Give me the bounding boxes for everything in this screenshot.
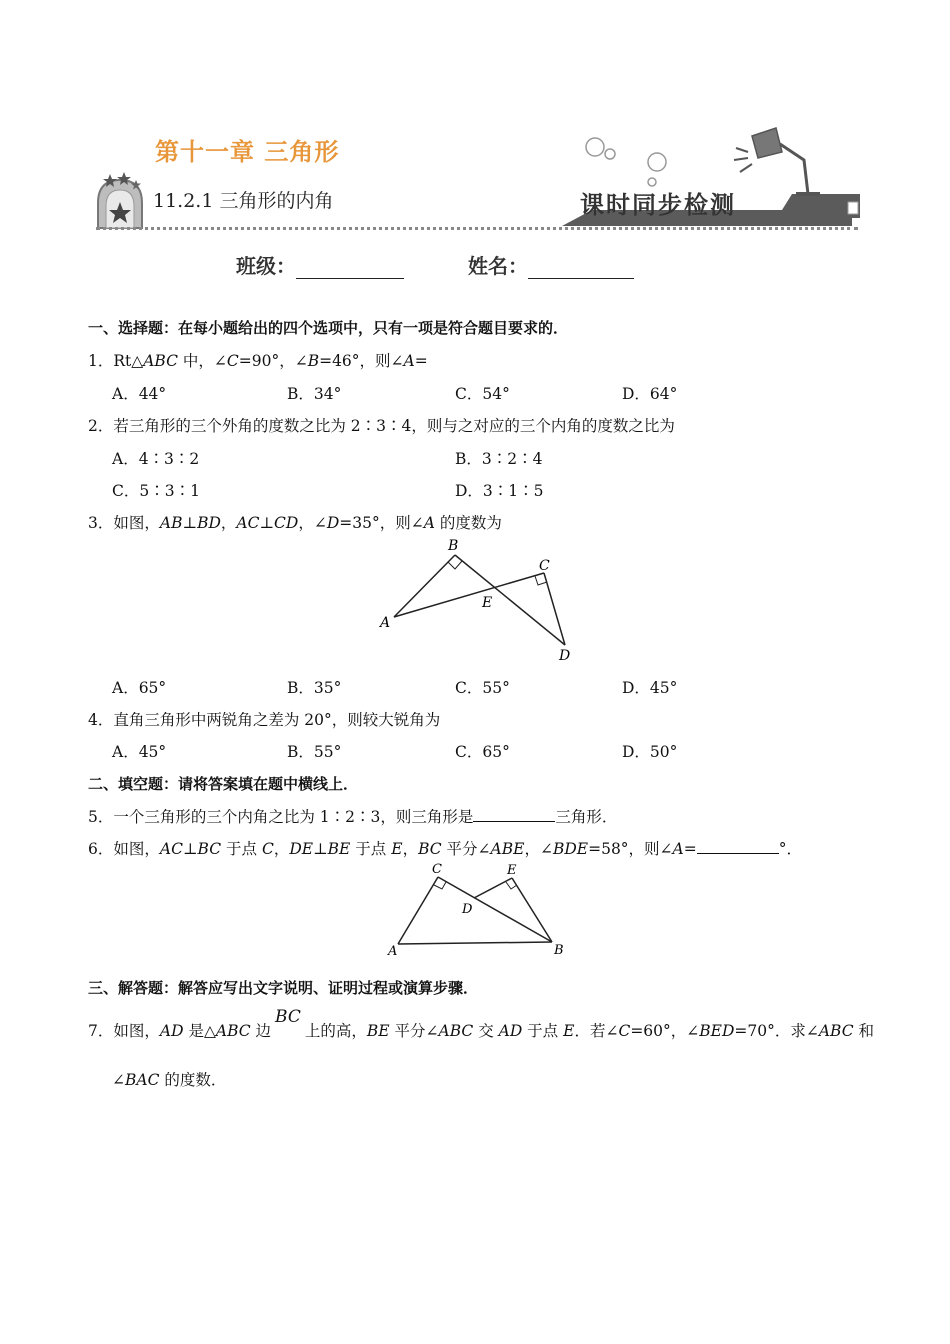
q7-text: =60°，∠ bbox=[630, 1022, 700, 1040]
q7-text: 于点 bbox=[522, 1022, 564, 1040]
q7-text: 的度数． bbox=[159, 1071, 227, 1089]
q7-term: ABC bbox=[215, 1022, 251, 1040]
q6-term: BC bbox=[197, 840, 222, 858]
label-e: E bbox=[507, 863, 517, 878]
q7-term-bc: BC bbox=[275, 1007, 301, 1027]
q7-text: 边 bbox=[250, 1022, 272, 1040]
q1-text: = bbox=[414, 352, 428, 370]
segment-ab bbox=[398, 942, 552, 944]
q7-term: BAC bbox=[125, 1071, 160, 1089]
q7-term: E bbox=[563, 1022, 575, 1040]
star-badge-icon bbox=[98, 172, 142, 228]
q3-term: A bbox=[423, 514, 435, 532]
q3-option-b[interactable]: B．35° bbox=[287, 679, 342, 697]
q6-text: = bbox=[683, 840, 697, 858]
question-3 bbox=[88, 511, 502, 533]
q6-term: BE bbox=[327, 840, 351, 858]
q1-text: =90°，∠ bbox=[238, 352, 308, 370]
q7-text: 如图， bbox=[113, 1022, 160, 1040]
q3-text: 如图， bbox=[113, 514, 160, 532]
q7-term: AD bbox=[498, 1022, 523, 1040]
q3-term: CD bbox=[274, 514, 299, 532]
q3-text: ⊥ bbox=[182, 514, 198, 532]
q6-text: ， bbox=[402, 840, 419, 858]
q6-text: ，∠ bbox=[524, 840, 553, 858]
q2-option-a[interactable]: A．4∶3∶2 bbox=[112, 450, 200, 468]
desk-lamp-icon bbox=[734, 128, 820, 194]
label-c: C bbox=[432, 862, 442, 877]
q6-text: ⊥ bbox=[313, 840, 328, 858]
q7-text: 和 bbox=[853, 1022, 875, 1040]
q6-term: ABE bbox=[490, 840, 525, 858]
part2-heading: 二、填空题：请将答案填在题中横线上． bbox=[88, 775, 359, 793]
q4-text: 直角三角形中两锐角之差为 20°，则较大锐角为 bbox=[113, 711, 441, 729]
q1-option-b[interactable]: B．34° bbox=[287, 385, 342, 403]
segment-ac bbox=[398, 877, 438, 944]
q3-figure bbox=[372, 535, 587, 665]
q5-answer-blank[interactable] bbox=[473, 807, 555, 822]
q1-term: C bbox=[226, 352, 239, 370]
part1-heading: 一、选择题：在每小题给出的四个选项中，只有一项是符合题目要求的． bbox=[88, 319, 569, 337]
q6-term: BDE bbox=[552, 840, 589, 858]
q1-text: =46°，则∠ bbox=[319, 352, 404, 370]
q6-term: E bbox=[391, 840, 403, 858]
q7-term: C bbox=[618, 1022, 631, 1040]
q7-text: =70°．求∠ bbox=[734, 1022, 819, 1040]
section-title: 11.2.1 三角形的内角 bbox=[153, 190, 334, 212]
bubbles-icon bbox=[586, 138, 666, 186]
q7-text: ．若∠ bbox=[574, 1022, 619, 1040]
q6-text: 于点 bbox=[221, 840, 262, 858]
q3-option-d[interactable]: D．45° bbox=[622, 679, 678, 697]
header-divider bbox=[96, 227, 858, 230]
class-field bbox=[236, 250, 404, 279]
q1-option-c[interactable]: C．54° bbox=[455, 385, 510, 403]
question-7-line-2 bbox=[112, 1068, 226, 1090]
q7-term: ABC bbox=[438, 1022, 474, 1040]
q2-text: 若三角形的三个外角的度数之比为 2∶3∶4，则与之对应的三个内角的度数之比为 bbox=[113, 417, 675, 435]
q4-option-c[interactable]: C．65° bbox=[455, 743, 510, 761]
segment-eb bbox=[512, 878, 552, 942]
q6-text: 平分∠ bbox=[441, 840, 491, 858]
q6-number: 6． bbox=[88, 840, 114, 858]
q1-text: Rt△ bbox=[113, 352, 144, 370]
q1-number: 1． bbox=[88, 352, 114, 370]
q7-term: AD bbox=[159, 1022, 184, 1040]
q7-term: BED bbox=[699, 1022, 735, 1040]
label-b: B bbox=[448, 538, 459, 554]
question-2 bbox=[88, 414, 675, 436]
q2-option-b[interactable]: B．3∶2∶4 bbox=[455, 450, 543, 468]
q1-option-d[interactable]: D．64° bbox=[622, 385, 678, 403]
chapter-title: 第十一章 三角形 bbox=[155, 138, 340, 166]
q7-term: ABC bbox=[818, 1022, 854, 1040]
q3-text: ，∠ bbox=[298, 514, 327, 532]
q2-option-c[interactable]: C．5∶3∶1 bbox=[112, 482, 200, 500]
name-label: 姓名： bbox=[468, 254, 528, 278]
class-blank[interactable] bbox=[296, 258, 404, 279]
q3-option-a[interactable]: A．65° bbox=[112, 679, 167, 697]
segment-cd bbox=[544, 573, 565, 645]
question-6 bbox=[88, 837, 802, 859]
q3-text: 的度数为 bbox=[434, 514, 502, 532]
q4-option-b[interactable]: B．55° bbox=[287, 743, 342, 761]
q6-answer-blank[interactable] bbox=[697, 839, 779, 854]
q1-text: 中，∠ bbox=[177, 352, 227, 370]
question-7 bbox=[88, 1007, 875, 1041]
q6-figure bbox=[382, 860, 572, 960]
q3-text: ， bbox=[220, 514, 237, 532]
label-e: E bbox=[482, 595, 493, 611]
q4-number: 4． bbox=[88, 711, 114, 729]
q6-text: ， bbox=[273, 840, 290, 858]
right-angle-b bbox=[448, 561, 462, 569]
question-4 bbox=[88, 708, 440, 730]
q3-term: D bbox=[326, 514, 340, 532]
q3-text: ⊥ bbox=[259, 514, 275, 532]
q4-option-a[interactable]: A．45° bbox=[112, 743, 167, 761]
q7-text: 交 bbox=[473, 1022, 499, 1040]
q6-text: ⊥ bbox=[182, 840, 198, 858]
q7-text: 上的高， bbox=[304, 1022, 367, 1040]
q1-option-a[interactable]: A．44° bbox=[112, 385, 167, 403]
q1-term: B bbox=[307, 352, 320, 370]
q6-text: °． bbox=[778, 840, 803, 858]
q3-term: AC bbox=[236, 514, 260, 532]
q3-term: AB bbox=[159, 514, 183, 532]
q6-text: 如图， bbox=[113, 840, 160, 858]
q6-text: 于点 bbox=[350, 840, 392, 858]
q6-term: BC bbox=[418, 840, 442, 858]
label-c: C bbox=[539, 558, 550, 574]
q7-number: 7． bbox=[88, 1022, 114, 1040]
q7-text: 是△ bbox=[183, 1022, 216, 1040]
q3-text: =35°，则∠ bbox=[339, 514, 424, 532]
q1-term: ABC bbox=[143, 352, 178, 370]
q6-text: =58°，则∠ bbox=[588, 840, 673, 858]
q7-text: ∠ bbox=[112, 1071, 125, 1089]
name-blank[interactable] bbox=[528, 258, 634, 279]
q2-option-d[interactable]: D．3∶1∶5 bbox=[455, 482, 544, 500]
question-5 bbox=[88, 805, 617, 827]
question-1 bbox=[88, 349, 428, 371]
q5-text: 三角形． bbox=[555, 808, 618, 826]
label-b: B bbox=[554, 943, 564, 958]
label-d: D bbox=[559, 648, 571, 664]
q6-term: DE bbox=[289, 840, 314, 858]
q6-term: C bbox=[261, 840, 274, 858]
q4-option-d[interactable]: D．50° bbox=[622, 743, 678, 761]
q5-number: 5． bbox=[88, 808, 114, 826]
q3-option-c[interactable]: C．55° bbox=[455, 679, 510, 697]
q7-term: BE bbox=[366, 1022, 390, 1040]
label-a: A bbox=[380, 615, 391, 631]
q6-term: AC bbox=[159, 840, 183, 858]
q3-term: BD bbox=[197, 514, 221, 532]
q5-text: 一个三角形的三个内角之比为 1∶2∶3，则三角形是 bbox=[113, 808, 474, 826]
class-label: 班级： bbox=[236, 254, 296, 278]
series-title: 课时同步检测 bbox=[580, 190, 736, 219]
label-d: D bbox=[462, 902, 473, 917]
q1-term: A bbox=[403, 352, 415, 370]
segment-de bbox=[474, 878, 512, 898]
right-angle-c bbox=[434, 882, 446, 889]
q2-number: 2． bbox=[88, 417, 114, 435]
q3-number: 3． bbox=[88, 514, 114, 532]
name-field bbox=[468, 250, 634, 279]
q7-text: 平分∠ bbox=[389, 1022, 439, 1040]
part3-heading: 三、解答题：解答应写出文字说明、证明过程或演算步骤． bbox=[88, 979, 479, 997]
label-a: A bbox=[388, 944, 398, 959]
q6-term: A bbox=[672, 840, 684, 858]
